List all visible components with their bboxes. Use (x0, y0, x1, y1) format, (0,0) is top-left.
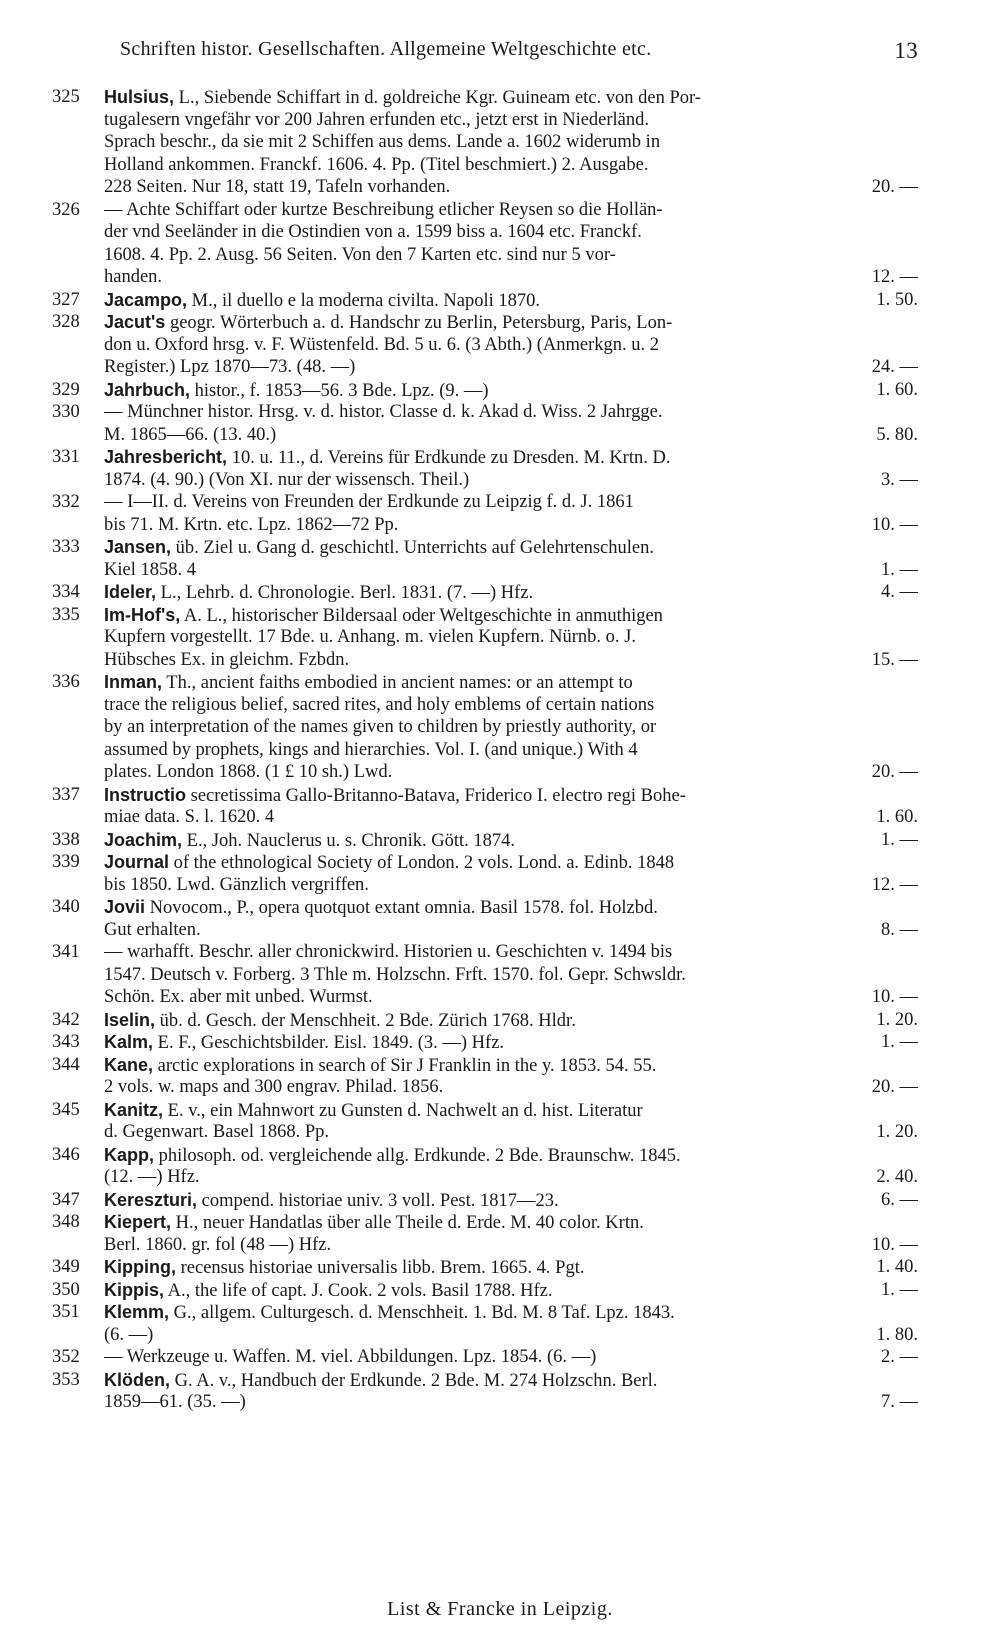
entry-price: 12. — (866, 874, 918, 897)
entry-line (104, 986, 918, 1009)
entry-text: Novocom., P., opera quotquot extant omnia. Basil 1578. fol. Holzbd. (145, 898, 658, 918)
entry-number: 335 (52, 604, 80, 625)
entry-line (104, 1166, 918, 1189)
entry-line (104, 446, 918, 469)
entry-text: — Werkzeuge u. Waffen. M. viel. Abbildungen. Lpz. 1854. (6. —) (104, 1347, 597, 1367)
entry-text: L., Lehrb. d. Chronologie. Berl. 1831. (7. —) Hfz. (156, 583, 534, 603)
entry-text: E. F., Geschichtsbilder. Eisl. 1849. (3. —) Hfz. (153, 1033, 505, 1053)
entry-headword: Inman, (104, 672, 163, 692)
catalogue-entry (52, 491, 918, 536)
entry-line (104, 1121, 918, 1144)
entry-line (104, 739, 918, 762)
running-title: Schriften histor. Gesellschaften. Allgemeine Weltgeschichte etc. (120, 38, 652, 60)
entry-line (104, 491, 918, 514)
entry-text: — Achte Schiffart oder kurtze Beschreibung etlicher Reysen so die Hollän- (104, 199, 663, 220)
entry-text: G., allgem. Culturgesch. d. Menschheit. 1. Bd. M. 8 Taf. Lpz. 1843. (169, 1303, 675, 1323)
catalogue-entry (52, 829, 918, 852)
catalogue-entry (52, 671, 918, 784)
catalogue-entry (52, 1369, 918, 1414)
entry-text: handen. (104, 267, 163, 287)
entry-text: Berl. 1860. gr. fol (48 —) Hfz. (104, 1234, 332, 1255)
entry-text: (12. —) Hfz. (104, 1167, 200, 1187)
catalogue-entry (52, 1301, 918, 1346)
entry-headword: Klemm, (104, 1302, 170, 1322)
entry-line (104, 626, 918, 649)
entry-text: Holland ankommen. Franckf. 1606. 4. Pp. (Titel beschmiert.) 2. Ausgabe. (104, 154, 649, 175)
entry-number: 332 (52, 492, 80, 512)
entry-text: H., neuer Handatlas über alle Theile d. Erde. M. 40 color. Krtn. (171, 1213, 644, 1233)
entry-price: 20. — (866, 1076, 918, 1099)
entry-line (104, 536, 918, 559)
catalogue-entry (52, 446, 918, 491)
entry-number: 331 (52, 447, 80, 467)
entry-headword: Joachim, (104, 829, 183, 850)
entry-headword: Ideler, (104, 582, 157, 602)
entry-text: (6. —) (104, 1324, 154, 1345)
entry-headword: Journal (104, 852, 170, 872)
entry-line (104, 671, 918, 694)
entry-price: 20. — (866, 176, 918, 199)
catalogue-entry (52, 401, 918, 446)
entry-number: 353 (52, 1369, 80, 1390)
catalogue-entry (52, 581, 918, 604)
entry-price: 1. — (875, 829, 918, 852)
entry-text: A., the life of capt. J. Cook. 2 vols. Basil 1788. Hfz. (164, 1280, 553, 1301)
entry-number: 325 (52, 87, 80, 107)
entry-line (104, 1031, 918, 1054)
entry-text: Sprach beschr., da sie mit 2 Schiffen aus dems. Lande a. 1602 widerumb in (104, 132, 661, 152)
entry-line (104, 1189, 918, 1212)
entry-headword: Kane, (104, 1054, 154, 1075)
entry-text: üb. Ziel u. Gang d. geschichtl. Unterrichts auf Gelehrtenschulen. (171, 538, 654, 558)
entry-text: 228 Seiten. Nur 18, statt 19, Tafeln vorhanden. (104, 177, 451, 197)
catalogue-entry (52, 784, 918, 829)
entry-line (104, 919, 918, 942)
catalogue-entries (52, 86, 918, 1414)
entry-headword: Klöden, (104, 1369, 170, 1390)
entry-headword: Jacut's (104, 312, 166, 332)
entry-text: tugalesern vngefähr vor 200 Jahren erfunden etc., jetzt erst in Niederländ. (104, 109, 650, 130)
entry-price: 4. — (875, 581, 918, 604)
entry-text: recensus historiae universalis libb. Brem. 1665. 4. Pgt. (175, 1258, 585, 1278)
entry-line (104, 131, 918, 154)
entry-number: 333 (52, 537, 80, 557)
publisher-footer: List & Francke in Leipzig. (387, 1598, 613, 1620)
entry-text: Hübsches Ex. in gleichm. Fzbdn. (104, 649, 350, 670)
entry-line (104, 964, 918, 987)
entry-price: 3. — (875, 469, 918, 492)
entry-line (104, 221, 918, 244)
entry-price: 10. — (866, 986, 918, 1009)
catalogue-entry (52, 311, 918, 379)
entry-price: 2. — (875, 1346, 918, 1369)
entry-price: 7. — (875, 1391, 918, 1414)
catalogue-entry (52, 86, 918, 199)
entry-line (104, 1324, 918, 1347)
entry-text: of the ethnological Society of London. 2 vols. Lond. a. Edinb. 1848 (169, 853, 675, 873)
catalogue-entry (52, 941, 918, 1009)
entry-headword: Jahresbericht, (104, 447, 228, 467)
entry-line (104, 761, 918, 784)
entry-text: M. 1865—66. (13. 40.) (104, 424, 277, 445)
entry-line (104, 424, 918, 447)
entry-price: 24. — (866, 356, 918, 379)
entry-line (104, 1054, 918, 1077)
entry-line (104, 1076, 918, 1099)
entry-line (104, 356, 918, 379)
entry-text: — Münchner histor. Hrsg. v. d. histor. Classe d. k. Akad d. Wiss. 2 Jahrgge. (104, 402, 663, 422)
entry-number: 348 (52, 1212, 80, 1232)
entry-line (104, 1391, 918, 1414)
entry-text: — I—II. d. Vereins von Freunden der Erdkunde zu Leipzig f. d. J. 1861 (104, 492, 634, 512)
entry-line (104, 1099, 918, 1122)
entry-text: Kupfern vorgestellt. 17 Bde. u. Anhang. m. vielen Kupfern. Nürnb. o. J. (104, 627, 636, 647)
entry-text: assumed by prophets, kings and hierarchies. Vol. I. (and unique.) With 4 (104, 739, 638, 760)
catalogue-entry (52, 1009, 918, 1032)
entry-number: 349 (52, 1257, 80, 1277)
entry-price: 1. — (875, 1279, 918, 1302)
entry-text: compend. historiae univ. 3 voll. Pest. 1817—23. (197, 1190, 559, 1211)
entry-price: 2. 40. (870, 1166, 918, 1189)
entry-headword: Jahrbuch, (104, 379, 191, 400)
entry-text: 1874. (4. 90.) (Von XI. nur der wissensch. Theil.) (104, 469, 470, 490)
entry-line (104, 1234, 918, 1257)
entry-text: 10. u. 11., d. Vereins für Erdkunde zu Dresden. M. Krtn. D. (227, 448, 671, 468)
entry-price: 5. 80. (870, 424, 918, 447)
entry-line (104, 469, 918, 492)
entry-line (104, 1009, 918, 1032)
entry-headword: Jovii (104, 897, 146, 917)
entry-line (104, 806, 918, 829)
entry-line (104, 784, 918, 807)
entry-text: G. A. v., Handbuch der Erdkunde. 2 Bde. M. 274 Holzschn. Berl. (170, 1370, 658, 1391)
entry-price: 10. — (866, 514, 918, 537)
entry-line (104, 176, 918, 199)
entry-price: 1. 20. (870, 1009, 918, 1032)
entry-text: secretissima Gallo-Britanno-Batava, Friderico I. electro regi Bohe- (186, 785, 686, 806)
catalogue-entry (52, 604, 918, 672)
entry-price: 1. — (875, 1031, 918, 1054)
entry-line (104, 514, 918, 537)
entry-number: 341 (52, 942, 80, 962)
entry-price: 1. 60. (870, 806, 918, 829)
entry-line (104, 244, 918, 267)
entry-price: 15. — (866, 649, 918, 672)
entry-headword: Iselin, (104, 1009, 156, 1030)
entry-text: 1547. Deutsch v. Forberg. 3 Thle m. Holzschn. Frft. 1570. fol. Gepr. Schwsldr. (104, 964, 686, 985)
entry-number: 338 (52, 829, 80, 850)
entry-line (104, 109, 918, 132)
entry-text: by an interpretation of the names given to children by priestly authority, or (104, 717, 657, 737)
entry-text: 1859—61. (35. —) (104, 1392, 246, 1412)
entry-text: L., Siebende Schiffart in d. goldreiche Kgr. Guineam etc. von den Por- (174, 88, 701, 108)
entry-headword: Im-Hof's, (104, 604, 181, 625)
entry-text: 1608. 4. Pp. 2. Ausg. 56 Seiten. Von den 7 Karten etc. sind nur 5 vor- (104, 244, 616, 265)
entry-headword: Hulsius, (104, 87, 175, 107)
entry-headword: Kapp, (104, 1144, 155, 1165)
entry-headword: Kiepert, (104, 1212, 172, 1232)
entry-number: 352 (52, 1347, 80, 1367)
entry-headword: Kalm, (104, 1032, 154, 1052)
entry-number: 340 (52, 897, 80, 917)
catalogue-entry (52, 536, 918, 581)
catalogue-entry (52, 1189, 918, 1212)
entry-text: 2 vols. w. maps and 300 engrav. Philad. 1856. (104, 1077, 444, 1097)
entry-number: 345 (52, 1099, 80, 1120)
entry-line (104, 266, 918, 289)
entry-line (104, 1256, 918, 1279)
entry-headword: Kereszturi, (104, 1189, 198, 1210)
entry-number: 344 (52, 1054, 80, 1075)
entry-line (104, 1369, 918, 1392)
entry-text: A. L., historischer Bildersaal oder Weltgeschichte in anmuthigen (180, 605, 663, 626)
entry-text: Register.) Lpz 1870—73. (48. —) (104, 357, 356, 377)
entry-text: M., il duello e la moderna civilta. Napoli 1870. (187, 290, 541, 311)
entry-line (104, 829, 918, 852)
entry-text: Kiel 1858. 4 (104, 559, 196, 580)
entry-text: Th., ancient faiths embodied in ancient names: or an attempt to (162, 673, 633, 693)
entry-line (104, 311, 918, 334)
entry-line (104, 941, 918, 964)
entry-line (104, 1346, 918, 1369)
entry-line (104, 334, 918, 357)
entry-text: trace the religious belief, sacred rites, and holy emblems of certain nations (104, 694, 655, 715)
entry-headword: Kippis, (104, 1279, 165, 1300)
catalogue-entry (52, 199, 918, 289)
entry-number: 346 (52, 1144, 80, 1165)
entry-line (104, 154, 918, 177)
entry-headword: Jacampo, (104, 289, 188, 310)
entry-text: üb. d. Gesch. der Menschheit. 2 Bde. Zürich 1768. Hldr. (155, 1010, 576, 1031)
entry-text: — warhafft. Beschr. aller chronickwird. Historien u. Geschichten v. 1494 bis (104, 942, 673, 962)
entry-line (104, 559, 918, 582)
entry-text: Schön. Ex. aber mit unbed. Wurmst. (104, 987, 373, 1007)
entry-number: 334 (52, 582, 80, 602)
entry-line (104, 896, 918, 919)
catalogue-entry (52, 1054, 918, 1099)
entry-text: d. Gegenwart. Basel 1868. Pp. (104, 1122, 330, 1142)
entry-number: 350 (52, 1279, 80, 1300)
entry-text: plates. London 1868. (1 £ 10 sh.) Lwd. (104, 762, 393, 782)
entry-line (104, 874, 918, 897)
catalogue-entry (52, 1144, 918, 1189)
entry-line (104, 379, 918, 402)
entry-line (104, 86, 918, 109)
entry-number: 328 (52, 312, 80, 332)
entry-number: 351 (52, 1302, 80, 1322)
entry-number: 339 (52, 852, 80, 872)
entry-line (104, 1301, 918, 1324)
entry-price: 1. 40. (870, 1256, 918, 1279)
entry-headword: Kipping, (104, 1257, 176, 1277)
entry-number: 329 (52, 379, 80, 400)
entry-headword: Instructio (104, 784, 187, 805)
entry-text: bis 71. M. Krtn. etc. Lpz. 1862—72 Pp. (104, 514, 399, 535)
entry-text: E. v., ein Mahnwort zu Gunsten d. Nachwelt an d. hist. Literatur (163, 1100, 643, 1121)
catalogue-entry (52, 1211, 918, 1256)
entry-price: 10. — (866, 1234, 918, 1257)
entry-number: 330 (52, 402, 80, 422)
catalogue-entry (52, 1099, 918, 1144)
entry-line (104, 851, 918, 874)
entry-number: 347 (52, 1189, 80, 1210)
entry-line (104, 649, 918, 672)
entry-number: 343 (52, 1032, 80, 1052)
entry-line (104, 289, 918, 312)
entry-price: 1. 20. (870, 1121, 918, 1144)
page-number: 13 (894, 38, 918, 63)
catalogue-entry (52, 896, 918, 941)
entry-text: miae data. S. l. 1620. 4 (104, 807, 275, 827)
entry-price: 1. 60. (870, 379, 918, 402)
entry-text: histor., f. 1853—56. 3 Bde. Lpz. (9. —) (190, 380, 489, 401)
entry-text: geogr. Wörterbuch a. d. Handschr zu Berlin, Petersburg, Paris, Lon- (165, 313, 673, 333)
entry-headword: Kanitz, (104, 1099, 164, 1120)
entry-text: der vnd Seeländer in die Ostindien von a. 1599 biss a. 1604 etc. Franckf. (104, 222, 642, 242)
entry-price: 20. — (866, 761, 918, 784)
entry-number: 337 (52, 784, 80, 805)
entry-number: 327 (52, 289, 80, 310)
entry-line (104, 1144, 918, 1167)
entry-line (104, 1279, 918, 1302)
catalogue-entry (52, 1279, 918, 1302)
entry-price: 1. 50. (870, 289, 918, 312)
entry-text: don u. Oxford hrsg. v. F. Wüstenfeld. Bd. 5 u. 6. (3 Abth.) (Anmerkgn. u. 2 (104, 334, 660, 355)
entry-line (104, 199, 918, 222)
entry-number: 342 (52, 1009, 80, 1030)
catalogue-entry (52, 1256, 918, 1279)
entry-text: bis 1850. Lwd. Gänzlich vergriffen. (104, 874, 369, 895)
entry-line (104, 716, 918, 739)
catalogue-entry (52, 289, 918, 312)
entry-line (104, 581, 918, 604)
entry-price: 1. 80. (870, 1324, 918, 1347)
catalogue-entry (52, 1346, 918, 1369)
catalogue-entry (52, 379, 918, 402)
entry-headword: Jansen, (104, 537, 172, 557)
entry-price: 1. — (875, 559, 918, 582)
entry-number: 326 (52, 199, 80, 220)
entry-price: 8. — (875, 919, 918, 942)
entry-number: 336 (52, 672, 80, 692)
entry-line (104, 401, 918, 424)
entry-text: arctic explorations in search of Sir J Franklin in the y. 1853. 54. 55. (153, 1055, 657, 1076)
entry-price: 6. — (875, 1189, 918, 1212)
catalogue-entry (52, 851, 918, 896)
entry-text: philosoph. od. vergleichende allg. Erdkunde. 2 Bde. Braunschw. 1845. (154, 1145, 681, 1166)
entry-text: E., Joh. Nauclerus u. s. Chronik. Gött. 1874. (182, 830, 516, 851)
catalogue-entry (52, 1031, 918, 1054)
entry-line (104, 694, 918, 717)
entry-text: Gut erhalten. (104, 919, 201, 940)
entry-price: 12. — (866, 266, 918, 289)
entry-line (104, 604, 918, 627)
page-header (120, 38, 918, 66)
entry-line (104, 1211, 918, 1234)
